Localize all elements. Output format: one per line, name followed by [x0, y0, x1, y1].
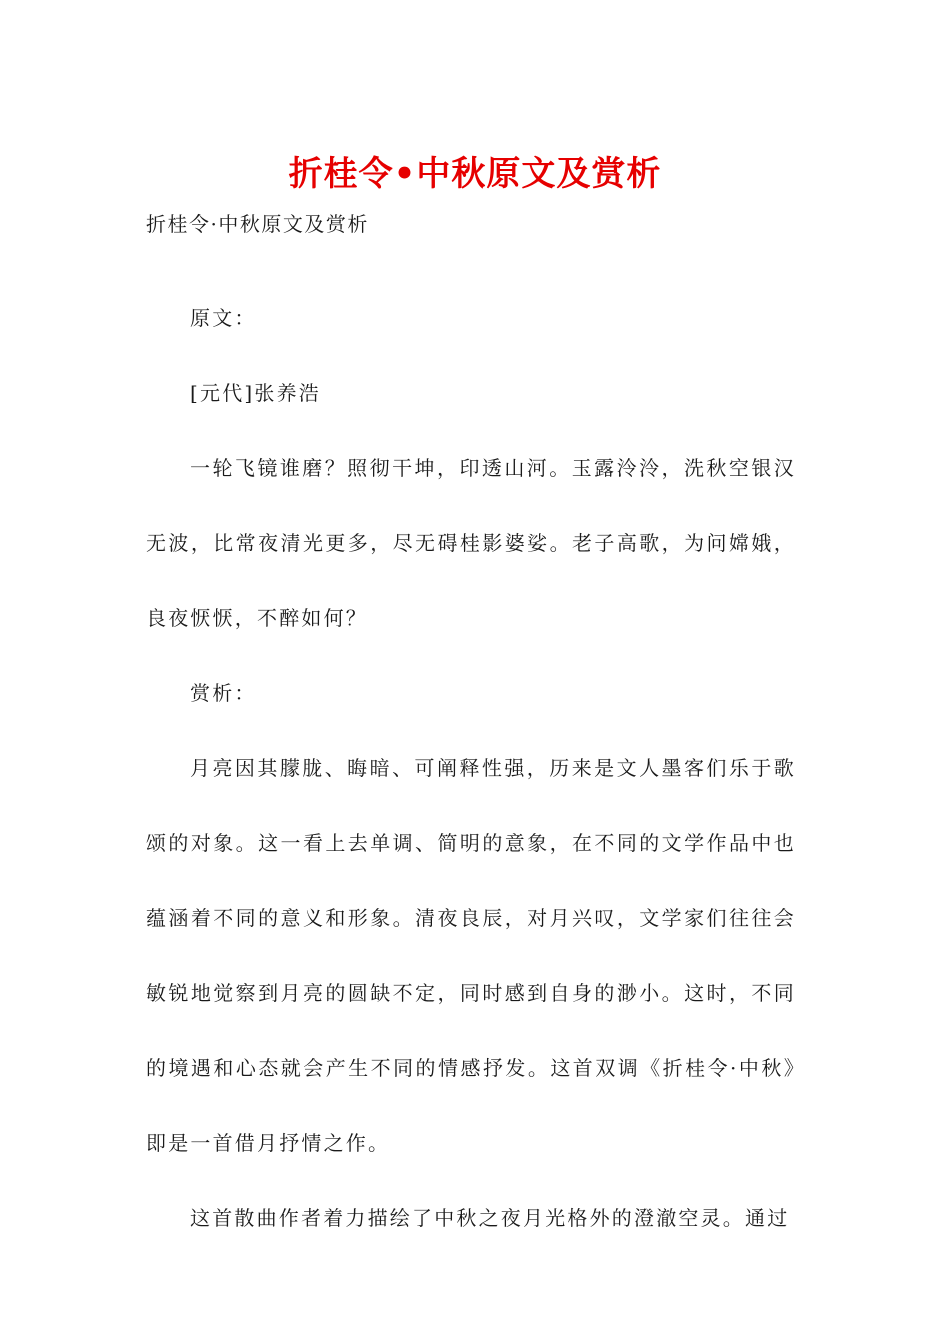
document-title: 折桂令•中秋原文及赏析 — [288, 154, 662, 194]
analysis-paragraph-2: 这首散曲作者着力描绘了中秋之夜月光格外的澄澈空灵。通过 — [190, 1206, 790, 1230]
original-label: 原文： — [190, 306, 257, 330]
analysis-paragraph-1: 月亮因其朦胧、晦暗、可阐释性强，历来是文人墨客们乐于歌颂的对象。这一看上去单调、简明的意象，在不同的文学作品中也蕴涵着不同的意义和形象。清夜良辰，对月兴叹，文学家们往往会敏锐地觉察到月亮的圆缺不定，同时感到自身的渺小。这时，不同的境遇和心态就会产生不同的情感抒发。这首双调《折桂令·中秋》即是一首借月抒情之作。 — [146, 756, 796, 1155]
document-body — [146, 206, 796, 1256]
author-line: [元代]张养浩 — [190, 381, 322, 405]
poem-text: 一轮飞镜谁磨？照彻干坤，印透山河。玉露泠泠，洗秋空银汉无波，比常夜清光更多，尽无碍桂影婆娑。老子高歌，为问嫦娥，良夜恹恹，不醉如何？ — [146, 456, 796, 630]
document-subtitle: 折桂令·中秋原文及赏析 — [146, 212, 369, 236]
analysis-label: 赏析： — [190, 681, 257, 705]
